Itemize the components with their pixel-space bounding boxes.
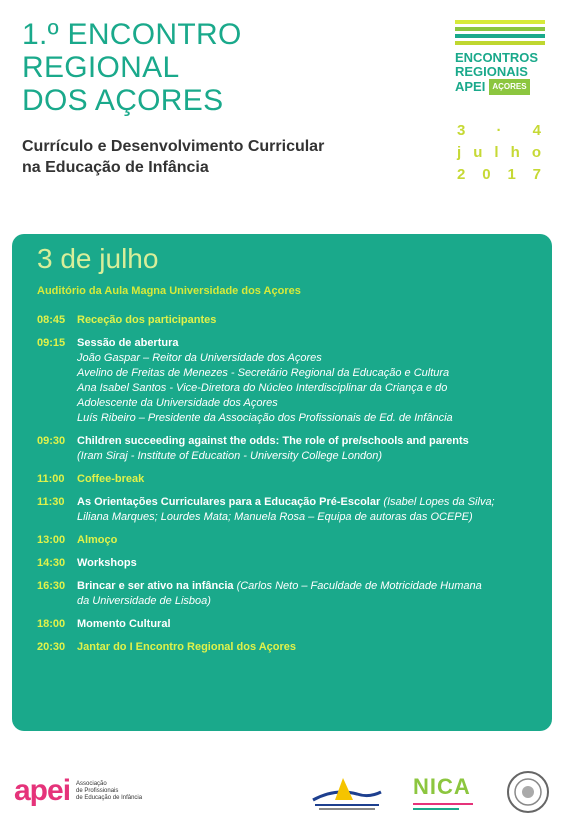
date-days: 3 · 4 [457, 122, 541, 139]
logo-acores-tag: AÇORES [489, 79, 529, 95]
schedule-title: Jantar do I Encontro Regional dos Açores [77, 641, 297, 653]
logo-apei: APEI [455, 79, 486, 94]
federation-logo-icon [305, 772, 387, 814]
schedule-time: 16:30 [37, 580, 66, 592]
schedule-speaker-inline: (Carlos Neto – Faculdade de Motricidade Humana [236, 580, 482, 592]
schedule-speaker: João Gaspar – Reitor da Universidade dos Açores [77, 352, 322, 364]
schedule-speaker: Ana Isabel Santos - Vice-Diretora do Núcleo Interdisciplinar da Criança e do [77, 382, 448, 394]
date-year: 2 0 1 7 [457, 166, 541, 183]
schedule-speaker: Liliana Marques; Lourdes Mata; Manuela Rosa – Equipa de autoras das OCEPE) [77, 511, 473, 523]
schedule-time: 09:15 [37, 337, 66, 349]
schedule-item [37, 533, 552, 548]
schedule-time: 14:30 [37, 557, 66, 569]
apei-wordmark: apei [14, 774, 71, 807]
schedule-title: Brincar e ser ativo na infância [77, 580, 234, 592]
title-line-1: 1.º ENCONTRO [22, 18, 242, 51]
subtitle-line-2: na Educação de Infância [22, 159, 209, 176]
schedule-item [37, 336, 552, 426]
event-dates [457, 120, 541, 186]
program-panel [12, 234, 552, 731]
logo-line-1: ENCONTROS [455, 50, 539, 65]
schedule-item [37, 495, 552, 525]
schedule-title: Sessão de abertura [77, 337, 179, 349]
schedule-item [37, 579, 552, 609]
nica-logo [413, 774, 483, 810]
schedule-item [37, 640, 552, 655]
schedule-title: Children succeeding against the odds: The role of pre/schools and parents [77, 435, 469, 447]
schedule-time: 18:00 [37, 618, 66, 630]
page-title [22, 18, 242, 117]
schedule-speaker: da Universidade de Lisboa) [77, 595, 211, 607]
schedule-time: 11:30 [37, 496, 65, 508]
schedule-time: 08:45 [37, 314, 66, 326]
schedule-time: 13:00 [37, 534, 66, 546]
schedule-item [37, 617, 552, 632]
sponsor-footer [0, 760, 572, 830]
subtitle [22, 136, 324, 178]
schedule-speaker-inline: (Isabel Lopes da Silva; [383, 496, 495, 508]
date-month: j u l h o [457, 144, 541, 161]
program-day: 3 de julho [37, 243, 159, 274]
program-venue: Auditório da Aula Magna Universidade dos Açores [37, 285, 301, 297]
apei-logo [14, 774, 142, 808]
nica-wordmark: NICA [413, 774, 471, 799]
schedule-time: 09:30 [37, 435, 66, 447]
schedule-time: 11:00 [37, 473, 65, 485]
title-line-3: DOS AÇORES [22, 84, 224, 117]
schedule-time: 20:30 [37, 641, 66, 653]
schedule-title: Almoço [77, 534, 118, 546]
title-line-2: REGIONAL [22, 51, 180, 84]
logo-line-2: REGIONAIS [455, 64, 528, 79]
subtitle-line-1: Currículo e Desenvolvimento Curricular [22, 138, 325, 155]
schedule-title: As Orientações Curriculares para a Educação Pré-Escolar [77, 496, 381, 508]
university-seal-icon [506, 770, 550, 814]
schedule-item [37, 556, 552, 571]
apei-tagline: Associação de Profissionais de Educação de Infância [76, 780, 143, 801]
schedule-item [37, 313, 552, 328]
schedule-title: Coffee-break [77, 473, 145, 485]
encontros-logo [455, 20, 547, 95]
schedule-speaker: (Iram Siraj - Institute of Education - University College London) [77, 450, 383, 462]
schedule-item [37, 434, 552, 464]
schedule-title: Momento Cultural [77, 618, 171, 630]
schedule-item [37, 472, 552, 487]
schedule-speaker: Luís Ribeiro – Presidente da Associação dos Profissionais de Ed. de Infância [77, 412, 453, 424]
schedule-title: Receção dos participantes [77, 314, 217, 326]
schedule-speaker: Avelino de Freitas de Menezes - Secretário Regional da Educação e Cultura [77, 367, 450, 379]
schedule-list [37, 313, 552, 655]
schedule-speaker: Adolescente da Universidade dos Açores [77, 397, 278, 409]
schedule-title: Workshops [77, 557, 137, 569]
